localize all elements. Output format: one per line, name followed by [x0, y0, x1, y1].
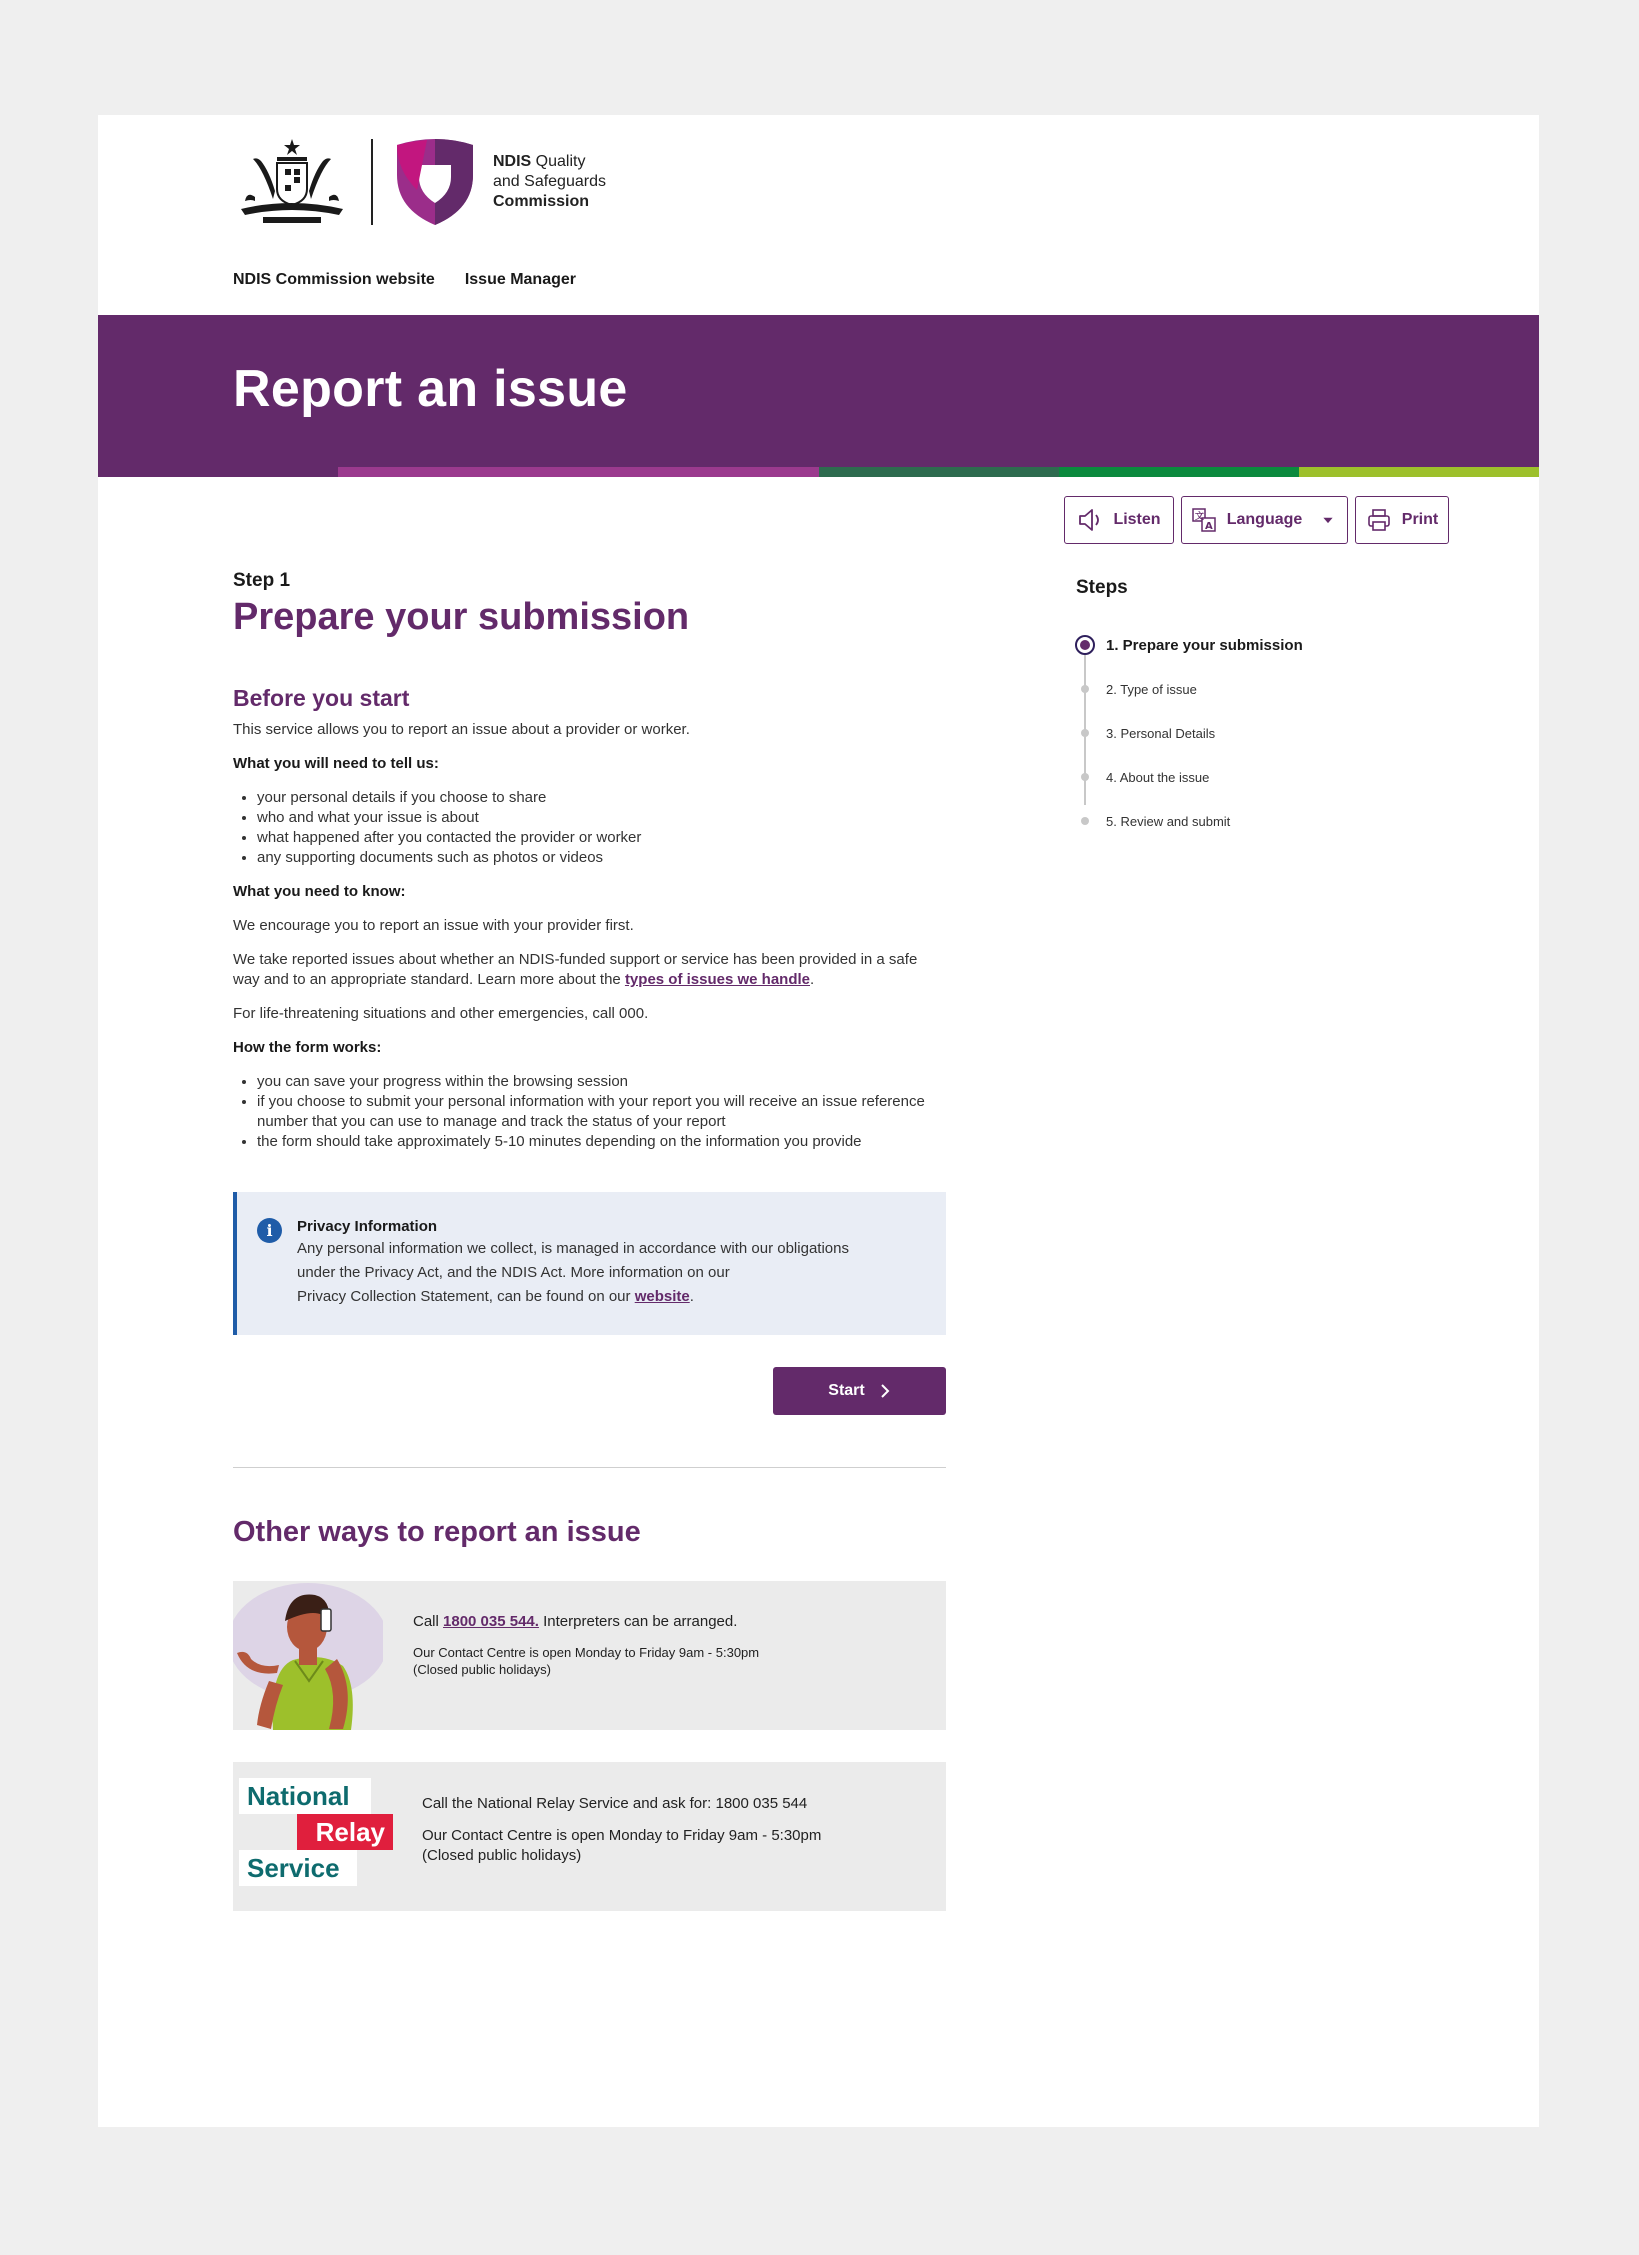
logo-text-commission: Commission: [493, 193, 590, 210]
logo-text-quality: Quality: [531, 153, 586, 170]
nav-issue-manager[interactable]: Issue Manager: [464, 271, 576, 288]
need-to-know-heading: What you need to know:: [233, 883, 406, 900]
intro-text: This service allows you to report an issue about a provider or worker.: [233, 721, 690, 738]
know-paragraph-1: We encourage you to report an issue with your provider first.: [233, 917, 634, 934]
list-item: • what happened after you contacted the provider or worker: [257, 828, 946, 848]
ndis-shield-logo: [393, 139, 477, 225]
national-relay-service-logo: [239, 1778, 393, 1886]
phone-contact-card: [233, 1581, 946, 1730]
ndis-logo-text: [493, 152, 606, 212]
chevron-right-icon: [879, 1383, 891, 1399]
language-button[interactable]: [1181, 496, 1348, 544]
step-current-indicator: [1075, 635, 1095, 655]
step-item-personal-details: [1076, 711, 1476, 755]
step-label-3: 3. Personal Details: [1106, 725, 1216, 741]
phone-hours-line-2: (Closed public holidays): [413, 1662, 552, 1677]
relay-card-hours: [422, 1826, 821, 1866]
step-indicator: [1081, 773, 1089, 781]
banner-stripes: [98, 467, 1539, 477]
know-paragraph-2-text: We take reported issues about whether an NDIS-funded support or service has been provided in a safe way and to an appropriate standard. Learn more about the: [233, 951, 918, 988]
page: [98, 115, 1539, 2127]
know-paragraph-2: [233, 950, 946, 990]
speaker-icon: [1077, 507, 1103, 533]
logo-divider: [371, 139, 373, 225]
form-works-list: [233, 1072, 946, 1152]
nrs-logo-relay: Relay: [297, 1814, 393, 1850]
list-item: • if you choose to submit your personal information with your report you will receive an issue reference number that you can use to manage and track the status of your report: [257, 1092, 946, 1132]
step-label-2: 2. Type of issue: [1106, 681, 1197, 697]
phone-card-main: [413, 1613, 759, 1630]
privacy-line-2: under the Privacy Act, and the NDIS Act. More information on our: [297, 1264, 730, 1281]
list-item: • who and what your issue is about: [257, 808, 946, 828]
listen-button[interactable]: [1064, 496, 1174, 544]
form-works-heading: How the form works:: [233, 1039, 382, 1056]
steps-title: Steps: [1076, 577, 1128, 598]
page-title: Report an issue: [233, 360, 628, 418]
phone-card-hours: [413, 1644, 759, 1678]
phone-hours-line-1: Our Contact Centre is open Monday to Friday 9am - 5:30pm: [413, 1645, 760, 1660]
step-label-4: 4. About the issue: [1106, 769, 1210, 785]
info-icon: i: [257, 1218, 282, 1243]
step-label-1: 1. Prepare your submission: [1106, 636, 1303, 654]
top-nav: [233, 271, 576, 289]
nrs-logo-national: National: [239, 1778, 371, 1814]
step-label: Step 1: [233, 570, 291, 591]
steps-list: [1076, 623, 1476, 843]
start-label: Start: [828, 1382, 865, 1399]
list-item: • any supporting documents such as photos or videos: [257, 848, 946, 868]
step-item-prepare[interactable]: [1076, 623, 1476, 667]
start-row: [233, 1367, 946, 1415]
step-item-review-submit: [1076, 799, 1476, 843]
section-title: Prepare your submission: [233, 596, 690, 638]
steps-sidebar: [1076, 577, 1476, 843]
privacy-information-box: [233, 1192, 946, 1335]
translate-icon: [1191, 507, 1217, 533]
tell-us-list: [233, 788, 946, 868]
svg-text:文: 文: [1194, 512, 1204, 522]
print-button[interactable]: [1355, 496, 1449, 544]
before-you-start-heading: Before you start: [233, 685, 410, 711]
logo-text-bold: NDIS: [493, 153, 532, 170]
phone-number-link[interactable]: 1800 035 544.: [443, 1613, 539, 1630]
print-label: Print: [1401, 511, 1439, 528]
types-of-issues-link[interactable]: types of issues we handle: [624, 971, 810, 988]
start-button[interactable]: [773, 1367, 946, 1415]
stripe-2: [338, 467, 578, 477]
listen-label: Listen: [1113, 511, 1161, 528]
privacy-line-1: Any personal information we collect, is managed in accordance with our obligations: [297, 1240, 849, 1257]
privacy-end: .: [689, 1288, 694, 1305]
know-paragraph-2-end: .: [810, 971, 815, 988]
call-suffix: Interpreters can be arranged.: [538, 1613, 738, 1630]
step-indicator: [1081, 729, 1089, 737]
other-ways-heading: Other ways to report an issue: [233, 1516, 641, 1548]
privacy-line-3: Privacy Collection Statement, can be found on our: [297, 1288, 635, 1305]
call-prefix: Call: [413, 1613, 444, 1630]
nav-ndis-commission-website[interactable]: NDIS Commission website: [233, 271, 435, 288]
logo-row: [233, 137, 606, 227]
person-on-phone-illustration: [233, 1581, 383, 1730]
relay-service-card: [233, 1762, 946, 1911]
caret-down-icon: [1318, 510, 1338, 530]
step-item-about-issue: [1076, 755, 1476, 799]
printer-icon: [1366, 507, 1392, 533]
relay-card-main: Call the National Relay Service and ask for: 1800 035 544: [422, 1795, 808, 1812]
privacy-body: [297, 1237, 906, 1309]
step-item-type: [1076, 667, 1476, 711]
stripe-4: [819, 467, 1059, 477]
stripe-3: [578, 467, 818, 477]
step-indicator: [1081, 817, 1089, 825]
page-banner: [98, 315, 1539, 467]
relay-hours-line-2: (Closed public holidays): [422, 1847, 582, 1864]
relay-card-text: [422, 1795, 821, 1866]
section-divider: [233, 1467, 946, 1468]
stripe-6: [1299, 467, 1539, 477]
svg-text:A: A: [1204, 521, 1213, 532]
nrs-logo-service: Service: [239, 1850, 357, 1886]
know-paragraph-3: For life-threatening situations and other emergencies, call 000.: [233, 1005, 649, 1022]
step-label-5: 5. Review and submit: [1106, 813, 1231, 829]
privacy-website-link[interactable]: website: [634, 1288, 690, 1305]
tell-us-heading: What you will need to tell us:: [233, 755, 439, 772]
list-item: • your personal details if you choose to share: [257, 788, 946, 808]
list-item: • the form should take approximately 5-10 minutes depending on the information you provide: [257, 1132, 946, 1152]
stripe-5: [1059, 467, 1299, 477]
privacy-title: Privacy Information: [297, 1218, 438, 1235]
relay-hours-line-1: Our Contact Centre is open Monday to Friday 9am - 5:30pm: [422, 1827, 822, 1844]
main-content: [233, 570, 946, 1911]
phone-card-text: [413, 1613, 759, 1678]
list-item: • you can save your progress within the browsing session: [257, 1072, 946, 1092]
step-indicator: [1081, 685, 1089, 693]
logo-text-safeguards: and Safeguards: [493, 173, 606, 190]
stripe-1: [98, 467, 338, 477]
language-label: Language: [1226, 511, 1303, 528]
coat-of-arms-logo: [233, 137, 351, 227]
